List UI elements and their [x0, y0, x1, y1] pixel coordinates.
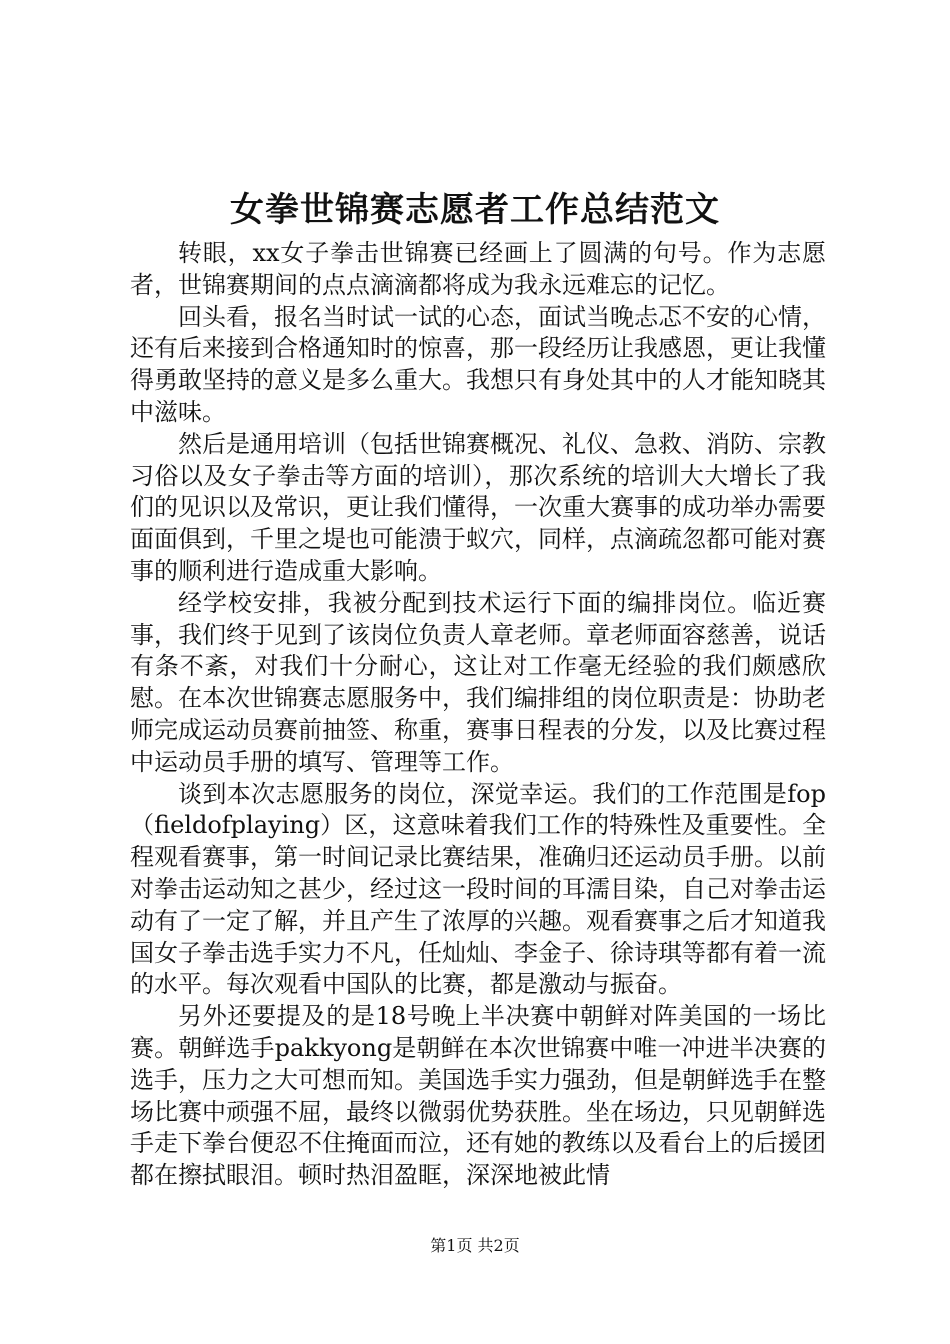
paragraph-6: 另外还要提及的是18号晚上半决赛中朝鲜对阵美国的一场比赛。朝鲜选手pakkyong是朝鲜在本次世锦赛中唯一冲进半决赛的选手，压力之大可想而知。美国选手实力强劲，但是朝鲜选手在整场比赛中顽强不屈，最终以微弱优势获胜。坐在场边，只见朝鲜选手走下拳台便忍不住掩面而泣，还有她的教练以及看台上的后援团都在擦拭眼泪。顿时热泪盈眶，深深地被此情 — [130, 1002, 826, 1190]
paragraph-4: 经学校安排，我被分配到技术运行下面的编排岗位。临近赛事，我们终于见到了该岗位负责人章老师。章老师面容慈善，说话有条不紊，对我们十分耐心，这让对工作毫无经验的我们颇感欣慰。在本次世锦赛志愿服务中，我们编排组的岗位职责是：协助老师完成运动员赛前抽签、称重，赛事日程表的分发，以及比赛过程中运动员手册的填写、管理等工作。 — [130, 588, 826, 776]
page-number-footer: 第1页 共2页 — [430, 1236, 520, 1255]
paragraph-2: 回头看，报名当时试一试的心态，面试当晚忐忑不安的心情，还有后来接到合格通知时的惊喜，那一段经历让我感恩，更让我懂得勇敢坚持的意义是多么重大。我想只有身处其中的人才能知晓其中滋味。 — [130, 302, 826, 426]
paragraph-5: 谈到本次志愿服务的岗位，深觉幸运。我们的工作范围是fop（fieldofplaying）区，这意味着我们工作的特殊性及重要性。全程观看赛事，第一时间记录比赛结果，准确归还运动员手册。以前对拳击运动知之甚少，经过这一段时间的耳濡目染，自己对拳击运动有了一定了解，并且产生了浓厚的兴趣。观看赛事之后才知道我国女子拳击选手实力不凡，任灿灿、李金子、徐诗琪等都有着一流的水平。每次观看中国队的比赛，都是激动与振奋。 — [130, 779, 826, 999]
paragraph-3: 然后是通用培训（包括世锦赛概况、礼仪、急救、消防、宗教习俗以及女子拳击等方面的培训），那次系统的培训大大增长了我们的见识以及常识，更让我们懂得，一次重大赛事的成功举办需要面面俱到，千里之堤也可能溃于蚁穴，同样，点滴疏忽都可能对赛事的顺利进行造成重大影响。 — [130, 429, 826, 585]
document-body — [130, 238, 826, 1192]
document-title: 女拳世锦赛志愿者工作总结范文 — [230, 190, 720, 230]
paragraph-1: 转眼，xx女子拳击世锦赛已经画上了圆满的句号。作为志愿者，世锦赛期间的点点滴滴都将成为我永远难忘的记忆。 — [130, 239, 826, 299]
